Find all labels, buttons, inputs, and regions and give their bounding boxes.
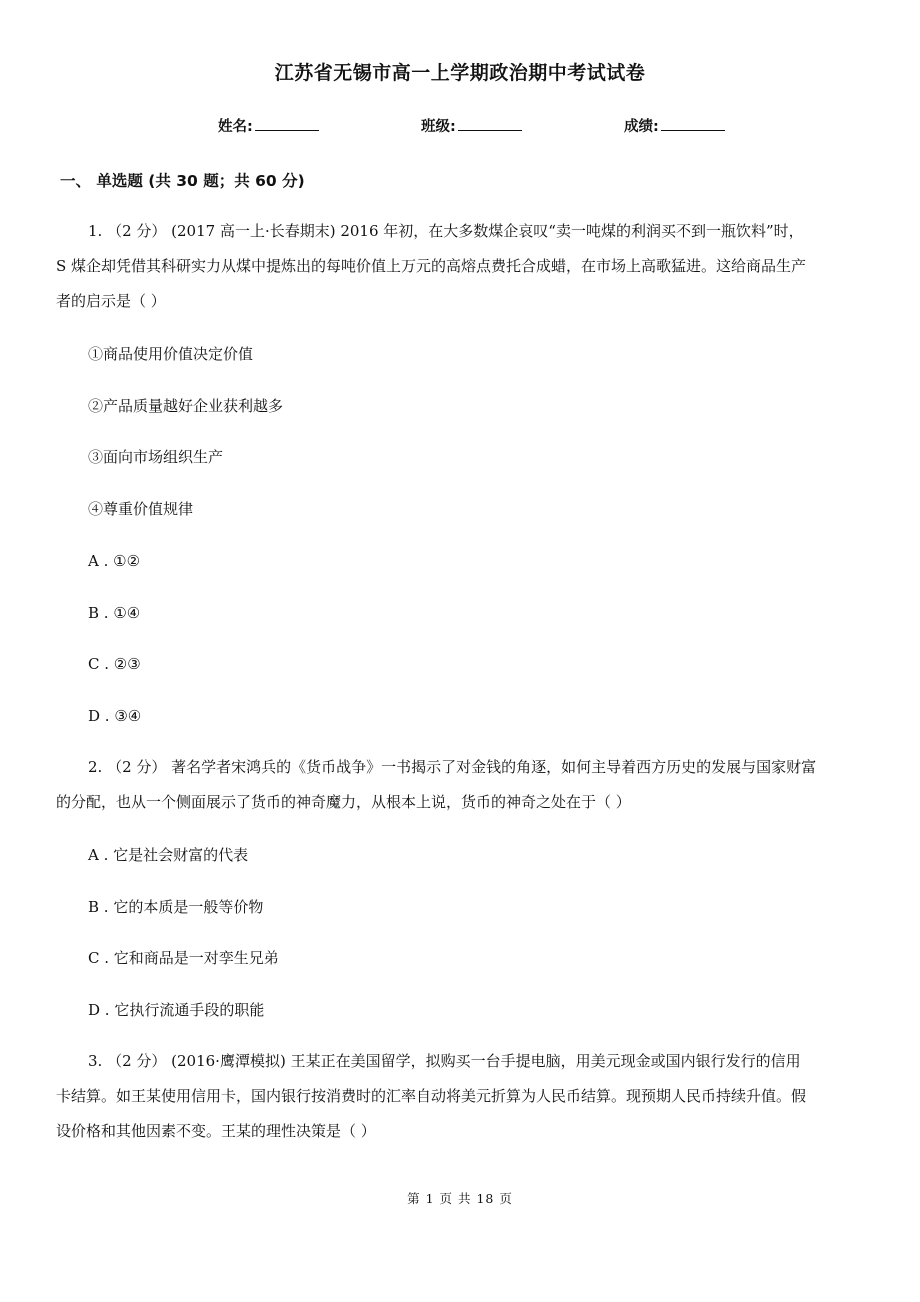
name-label: 姓名:: [218, 119, 253, 135]
name-field: [218, 115, 319, 136]
student-info-row: [0, 115, 920, 139]
question-2-option-a[interactable]: A . 它是社会财富的代表: [88, 846, 249, 864]
class-field: [421, 115, 522, 136]
question-3-line-3: 设价格和其他因素不变。王某的理性决策是（ ）: [56, 1122, 376, 1140]
question-1-option-d[interactable]: D . ③④: [88, 707, 142, 725]
question-1-option-c[interactable]: C . ②③: [88, 655, 141, 673]
question-1-line-1: 1. （2 分） (2017 高一上·长春期末) 2016 年初，在大多数煤企哀叹“卖一吨煤的利润买不到一瓶饮料”时，: [88, 222, 804, 240]
question-3-line-1: 3. （2 分） (2016·鹰潭模拟) 王某正在美国留学，拟购买一台手提电脑，用美元现金或国内银行发行的信用: [88, 1052, 801, 1070]
question-3-line-2: 卡结算。如王某使用信用卡，国内银行按消费时的汇率自动将美元折算为人民币结算。现预期人民币持续升值。假: [56, 1087, 807, 1105]
score-blank: [661, 116, 725, 131]
score-field: [624, 115, 725, 136]
class-blank: [458, 116, 522, 131]
question-2-option-c[interactable]: C . 它和商品是一对孪生兄弟: [88, 949, 279, 967]
document-title: 江苏省无锡市高一上学期政治期中考试试卷: [274, 62, 646, 84]
page-footer: 第 1 页 共 18 页: [407, 1191, 513, 1206]
question-2-line-1: 2. （2 分） 著名学者宋鸿兵的《货币战争》一书揭示了对金钱的角逐，如何主导着西方历史的发展与国家财富: [88, 758, 817, 776]
class-label: 班级:: [421, 119, 456, 135]
question-1-option-b[interactable]: B . ①④: [88, 604, 141, 622]
question-1-option-a[interactable]: A . ①②: [88, 552, 141, 570]
score-label: 成绩:: [624, 119, 659, 135]
question-1-line-2: S 煤企却凭借其科研实力从煤中提炼出的每吨价值上万元的高熔点费托合成蜡，在市场上高歌猛进。这给商品生产: [56, 257, 807, 275]
name-blank: [255, 116, 319, 131]
question-2-line-2: 的分配，也从一个侧面展示了货币的神奇魔力，从根本上说，货币的神奇之处在于（ ）: [56, 793, 631, 811]
question-1-statement-3: ③面向市场组织生产: [88, 448, 224, 466]
question-1-statement-1: ①商品使用价值决定价值: [88, 345, 254, 363]
question-1-statement-4: ④尊重价值规律: [88, 500, 194, 518]
question-1-line-3: 者的启示是（ ）: [56, 292, 166, 310]
question-1-statement-2: ②产品质量越好企业获利越多: [88, 397, 284, 415]
section-heading: 一、 单选题 (共 30 题；共 60 分): [60, 172, 305, 190]
question-2-option-d[interactable]: D . 它执行流通手段的职能: [88, 1001, 265, 1019]
question-2-option-b[interactable]: B . 它的本质是一般等价物: [88, 898, 264, 916]
